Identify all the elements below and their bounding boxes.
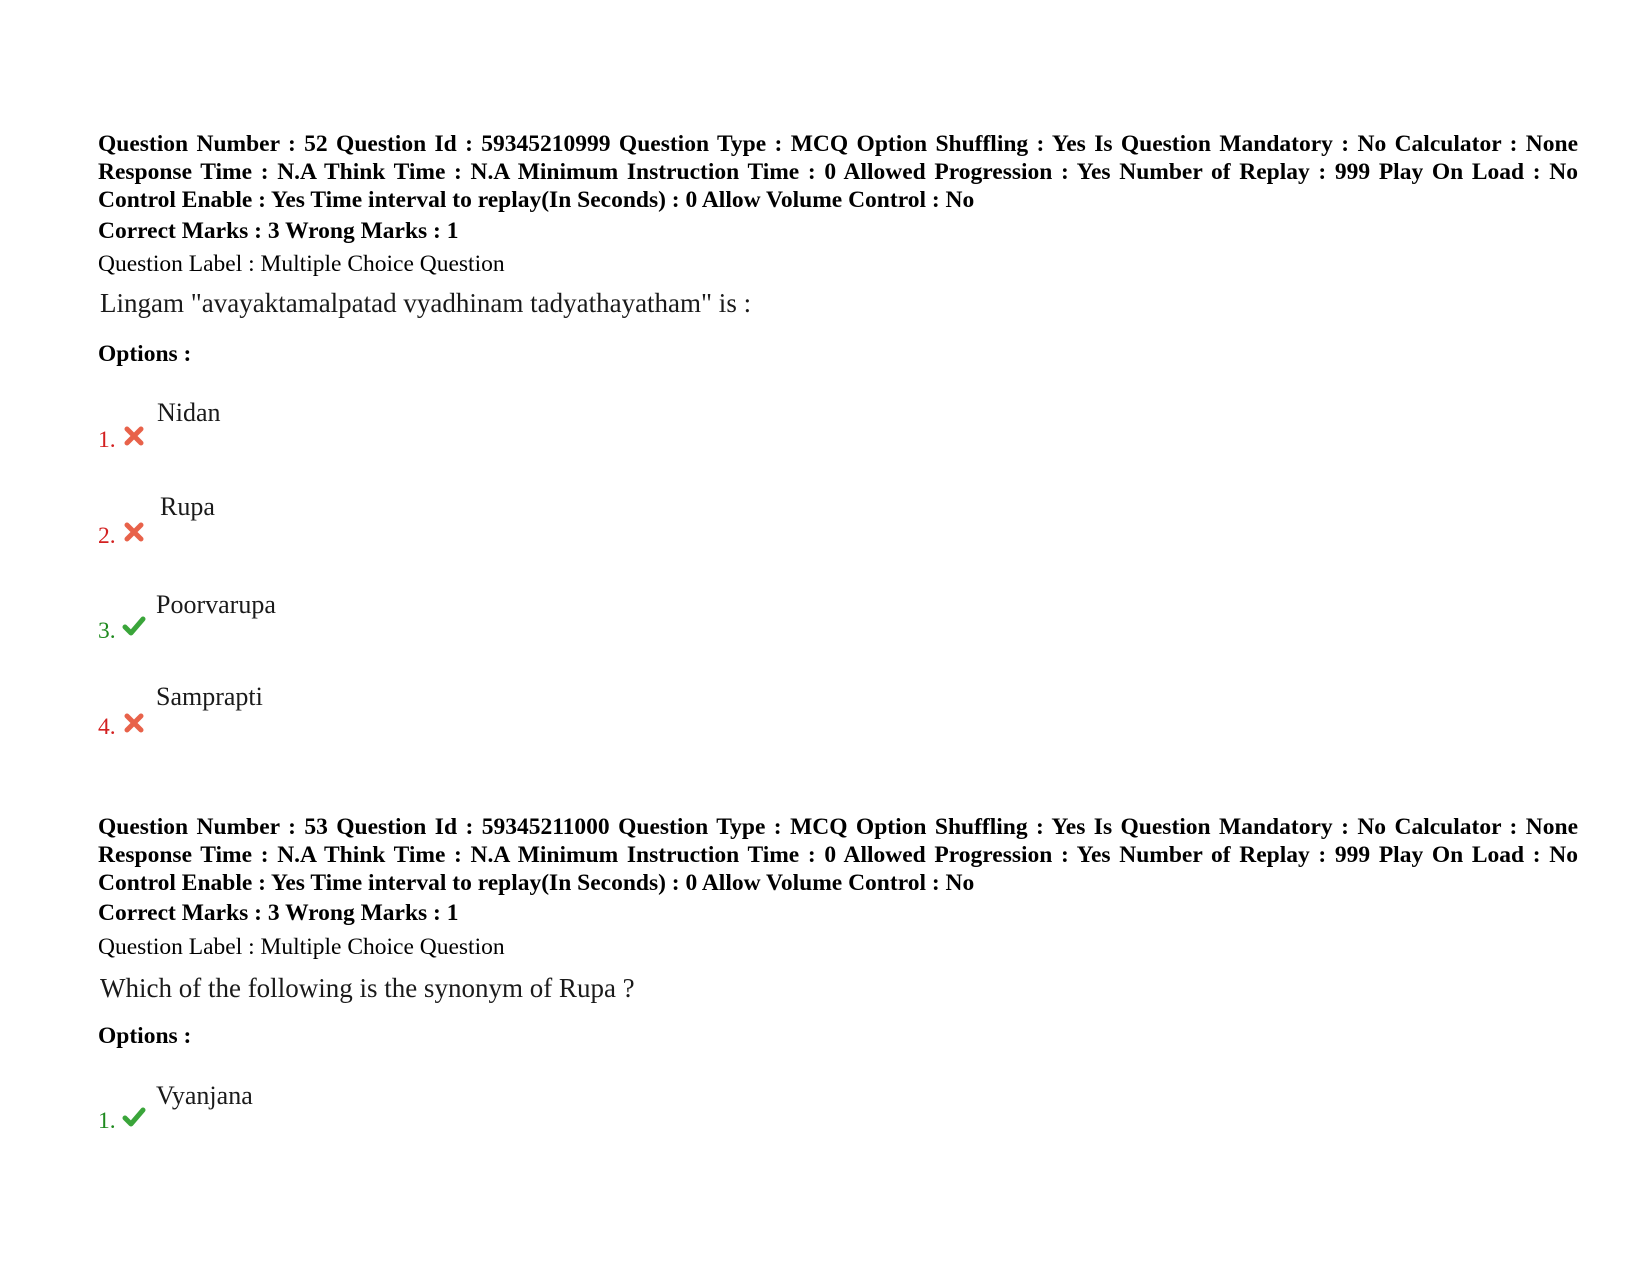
option-text: Rupa bbox=[160, 492, 215, 521]
question-52-options-heading: Options : bbox=[98, 341, 192, 367]
question-53-label: Question Label : Multiple Choice Question bbox=[98, 934, 505, 960]
cross-icon bbox=[122, 711, 146, 735]
check-icon bbox=[122, 1105, 146, 1129]
question-52-text: Lingam "avayaktamalpatad vyadhinam tadyathayatham" is : bbox=[100, 288, 752, 318]
question-53-text: Which of the following is the synonym of Rupa ? bbox=[100, 973, 635, 1003]
question-53-options-heading: Options : bbox=[98, 1023, 192, 1049]
option-number: 4. bbox=[98, 714, 116, 740]
question-53-marks: Correct Marks : 3 Wrong Marks : 1 bbox=[98, 900, 459, 926]
option-text: Vyanjana bbox=[156, 1081, 253, 1110]
option-number: 1. bbox=[98, 1108, 116, 1134]
option-text: Poorvarupa bbox=[156, 590, 276, 619]
cross-icon bbox=[122, 424, 146, 448]
option-text: Samprapti bbox=[156, 682, 263, 711]
option-number: 1. bbox=[98, 427, 116, 453]
option-number: 2. bbox=[98, 523, 116, 549]
cross-icon bbox=[122, 520, 146, 544]
option-text: Nidan bbox=[157, 398, 221, 427]
option-number: 3. bbox=[98, 618, 116, 644]
question-52-meta: Question Number : 52 Question Id : 59345210999 Question Type : MCQ Option Shuffling : Yes Is Question Mandatory : No Calculator : None Response Time : N.A Think Time : N.A Minimum Instruction Time : 0 Allowed Progression : Yes Number of Replay : 999 Play On Load : No Control Enable : Yes Time interval to replay(In Seconds) : 0 Allow Volume Control : No bbox=[98, 131, 1578, 213]
check-icon bbox=[122, 614, 146, 638]
question-53-meta: Question Number : 53 Question Id : 59345211000 Question Type : MCQ Option Shuffling : Yes Is Question Mandatory : No Calculator : None Response Time : N.A Think Time : N.A Minimum Instruction Time : 0 Allowed Progression : Yes Number of Replay : 999 Play On Load : No Control Enable : Yes Time interval to replay(In Seconds) : 0 Allow Volume Control : No bbox=[98, 814, 1578, 896]
question-52-marks: Correct Marks : 3 Wrong Marks : 1 bbox=[98, 218, 459, 244]
question-52-label: Question Label : Multiple Choice Question bbox=[98, 251, 505, 277]
